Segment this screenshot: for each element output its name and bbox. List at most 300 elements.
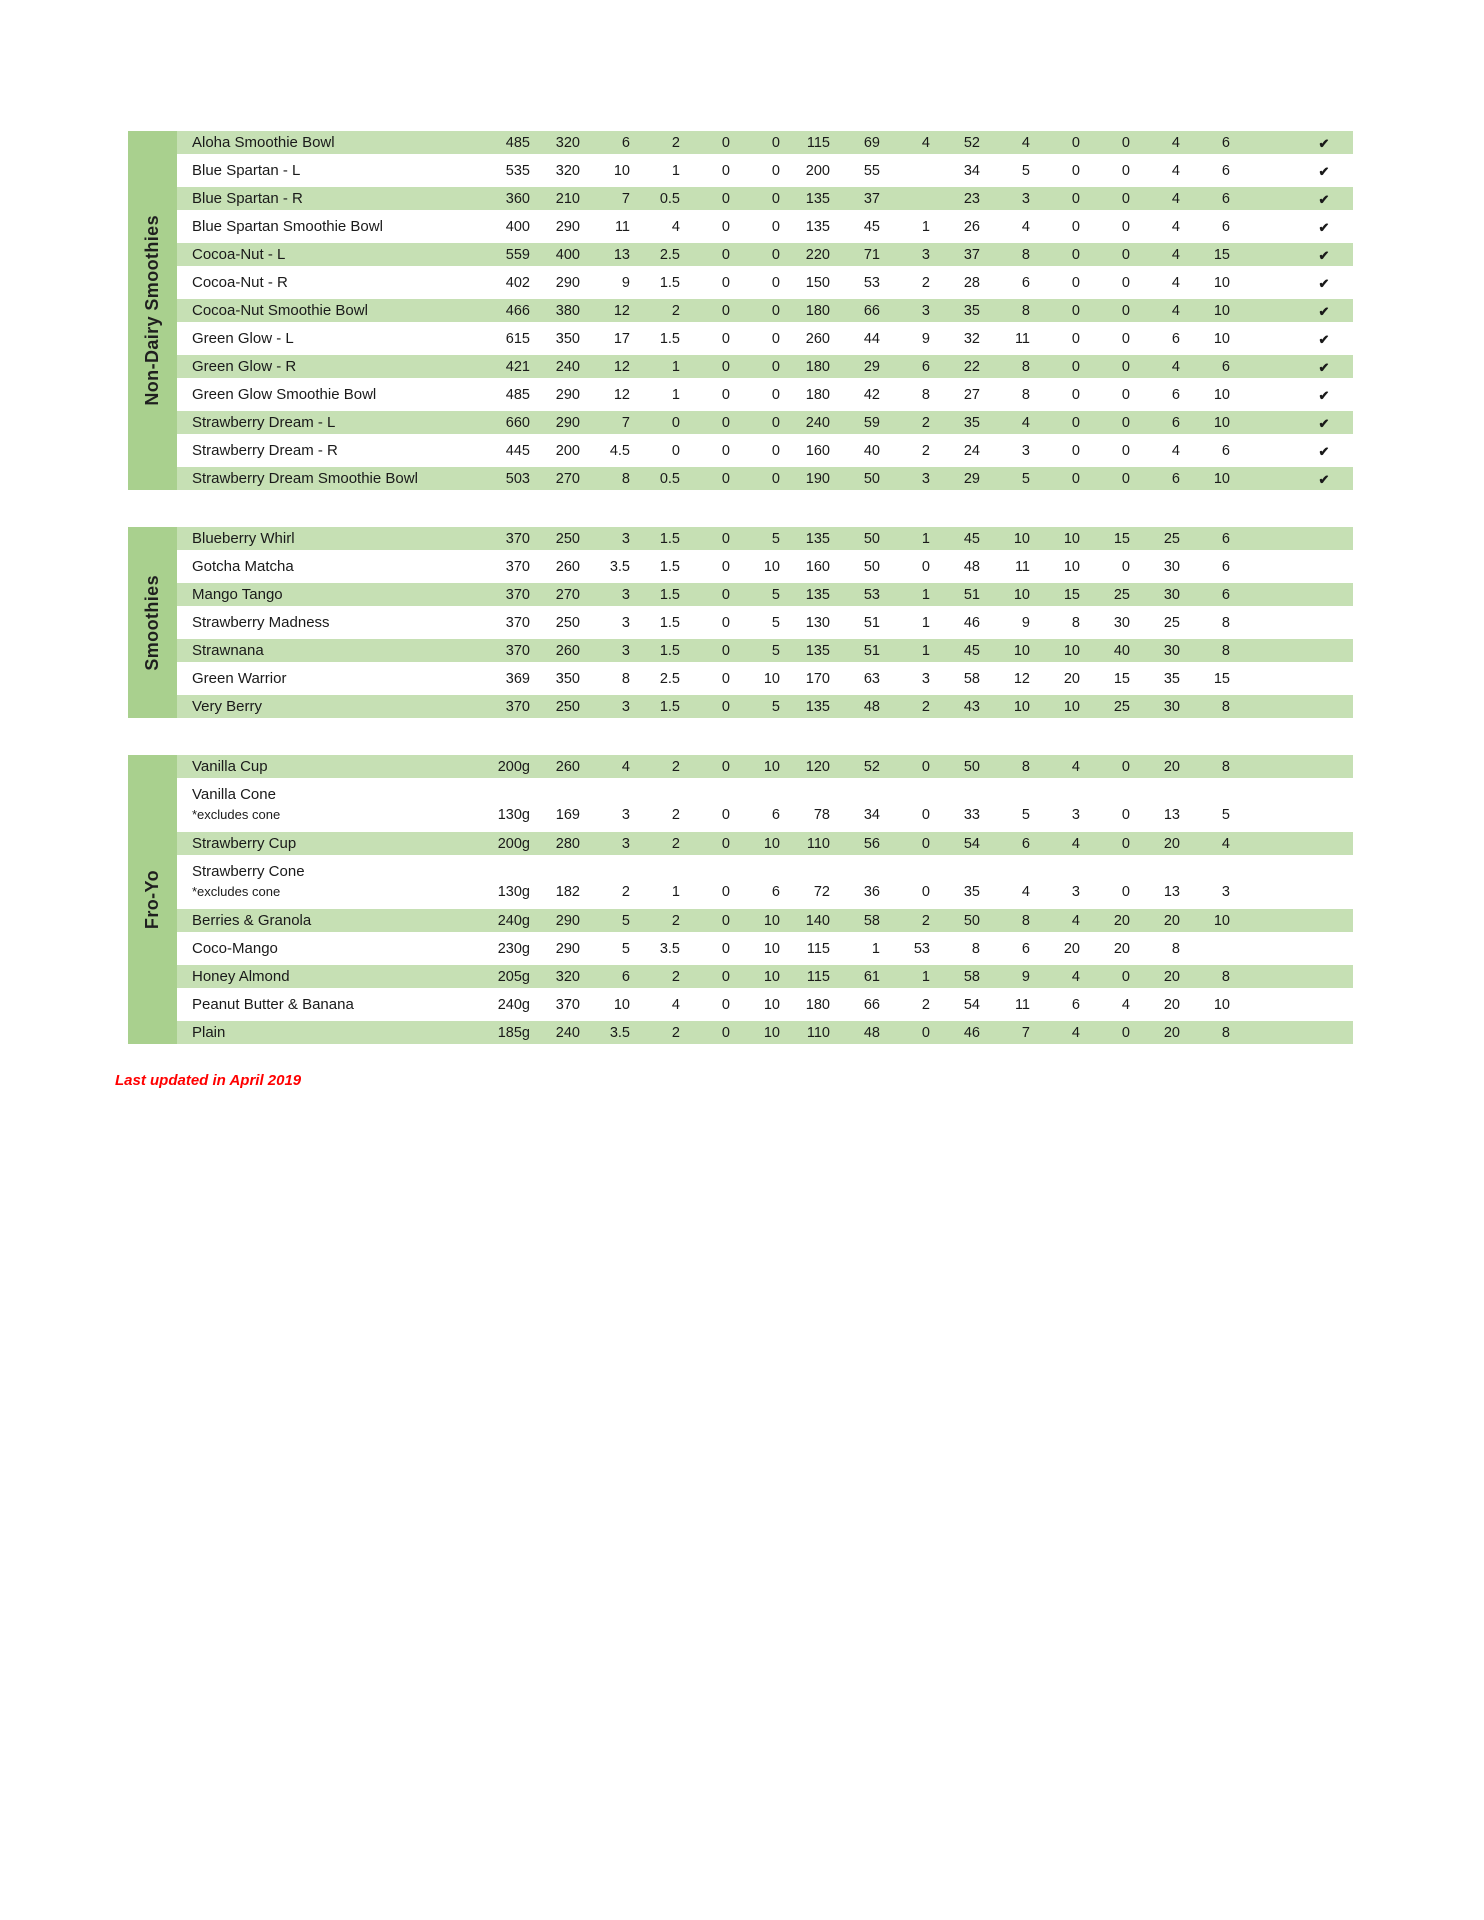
value-cell: 2.5: [659, 247, 680, 263]
value-cell: 8: [1221, 643, 1230, 659]
value-cell: 43: [963, 699, 980, 715]
table-row: [177, 327, 1353, 350]
value-cell: 10: [763, 969, 780, 985]
value-cell: 4: [1221, 836, 1230, 852]
value-cell: 135: [805, 219, 830, 235]
value-cell: 140: [805, 913, 830, 929]
value-cell: 120: [805, 759, 830, 775]
item-name: Strawberry Madness: [192, 614, 330, 631]
value-cell: 3: [621, 836, 630, 852]
section-label: Fro-Yo: [142, 869, 162, 930]
value-cell: 135: [805, 643, 830, 659]
value-cell: 8: [1221, 699, 1230, 715]
check-cell-empty: [1240, 667, 1353, 690]
item-name: Cocoa-Nut - L: [192, 246, 286, 263]
value-cell: 6: [771, 807, 780, 823]
value-cell: 51: [863, 643, 880, 659]
value-cell: 6: [1171, 471, 1180, 487]
item-name-cell: [177, 1021, 490, 1044]
value-cell: 4: [1171, 219, 1180, 235]
value-cell: 5: [771, 587, 780, 603]
value-cell: 0: [721, 587, 730, 603]
table-row: [177, 527, 1353, 550]
section-non-dairy-smoothies: [128, 131, 1353, 490]
value-cell: 6: [921, 359, 930, 375]
value-cell: 200: [805, 163, 830, 179]
value-cell: 3: [621, 807, 630, 823]
value-cell: 15: [1113, 531, 1130, 547]
value-cell: 0: [1121, 387, 1130, 403]
value-cell: 40: [863, 443, 880, 459]
value-cell: 250: [555, 699, 580, 715]
value-cell: 10: [1213, 303, 1230, 319]
value-cell: 53: [913, 941, 930, 957]
value-cell: 0: [771, 163, 780, 179]
value-cell: 8: [1021, 387, 1030, 403]
value-cell: 290: [555, 219, 580, 235]
value-cell: 350: [555, 671, 580, 687]
value-cell: 0: [1121, 759, 1130, 775]
value-cell: 52: [963, 135, 980, 151]
value-cell: 10: [763, 671, 780, 687]
value-cell: 10: [613, 163, 630, 179]
section-label: Smoothies: [142, 574, 162, 671]
value-cell: 54: [963, 997, 980, 1013]
item-name-cell: [177, 411, 490, 434]
value-cell: 0: [921, 759, 930, 775]
checkmark-icon: ✔: [1318, 472, 1330, 487]
value-cell: 20: [1063, 671, 1080, 687]
check-cell-empty: [1240, 860, 1353, 904]
check-cell-empty: [1240, 555, 1353, 578]
table-row: [177, 411, 1353, 434]
item-name: Blue Spartan Smoothie Bowl: [192, 218, 383, 235]
value-cell: 0: [721, 699, 730, 715]
value-cell: 135: [805, 699, 830, 715]
value-cell: 15: [1063, 587, 1080, 603]
value-cell: 7: [1021, 1025, 1030, 1041]
value-cell: 4: [1171, 359, 1180, 375]
value-cell: 0: [1121, 559, 1130, 575]
value-cell: 250: [555, 615, 580, 631]
value-cell: 280: [555, 836, 580, 852]
value-cell: 7: [621, 191, 630, 207]
value-cell: 48: [963, 559, 980, 575]
value-cell: 6: [1171, 415, 1180, 431]
value-cell: 130: [805, 615, 830, 631]
item-name: Strawberry Cone: [192, 863, 305, 880]
value-cell: [890, 159, 940, 182]
value-cell: 0: [721, 807, 730, 823]
value-cell: 270: [555, 471, 580, 487]
value-cell: 0.5: [659, 191, 680, 207]
value-cell: 2: [671, 836, 680, 852]
value-cell: 4: [621, 759, 630, 775]
value-cell: 0: [721, 303, 730, 319]
value-cell: 320: [555, 969, 580, 985]
value-cell: 1: [921, 219, 930, 235]
value-cell: 180: [805, 387, 830, 403]
value-cell: 370: [505, 643, 530, 659]
check-cell-empty: [1240, 755, 1353, 778]
value-cell: 66: [863, 303, 880, 319]
item-name-cell: [177, 299, 490, 322]
value-cell: 0: [721, 443, 730, 459]
value-cell: 40: [1113, 643, 1130, 659]
value-cell: 3: [621, 615, 630, 631]
value-cell: 0: [721, 969, 730, 985]
value-cell: 33: [963, 807, 980, 823]
value-cell: 27: [963, 387, 980, 403]
value-cell: 290: [555, 941, 580, 957]
table-row: [177, 159, 1353, 182]
item-name-cell: [177, 187, 490, 210]
value-cell: 11: [1014, 559, 1030, 575]
value-cell: 4: [1171, 191, 1180, 207]
value-cell: 50: [863, 471, 880, 487]
value-cell: 12: [613, 387, 630, 403]
value-cell: 0: [721, 559, 730, 575]
value-cell: 10: [763, 759, 780, 775]
value-cell: 4: [921, 135, 930, 151]
value-cell: 370: [505, 559, 530, 575]
value-cell: 445: [505, 443, 530, 459]
value-cell: 260: [555, 643, 580, 659]
value-cell: 400: [505, 219, 530, 235]
value-cell: 240: [555, 359, 580, 375]
item-name-cell: [177, 695, 490, 718]
value-cell: 0: [1071, 443, 1080, 459]
table-row: [177, 667, 1353, 690]
value-cell: 2: [671, 807, 680, 823]
table-row: [177, 611, 1353, 634]
value-cell: 200: [555, 443, 580, 459]
value-cell: 240g: [497, 913, 530, 929]
value-cell: 4.5: [609, 443, 630, 459]
value-cell: 10: [1213, 387, 1230, 403]
value-cell: 0: [1121, 359, 1130, 375]
value-cell: [890, 187, 940, 210]
value-cell: 3.5: [609, 1025, 630, 1041]
table-row: [177, 131, 1353, 154]
value-cell: 660: [505, 415, 530, 431]
check-cell-empty: [1240, 993, 1353, 1016]
section-label-column: [128, 755, 177, 1044]
checkmark-icon: ✔: [1318, 388, 1330, 403]
item-name-cell: [177, 439, 490, 462]
value-cell: 115: [806, 969, 830, 985]
item-name: Blue Spartan - R: [192, 190, 303, 207]
item-name: Peanut Butter & Banana: [192, 996, 354, 1013]
value-cell: 2: [671, 913, 680, 929]
table-row: [177, 639, 1353, 662]
checkmark-icon: ✔: [1318, 332, 1330, 347]
value-cell: 130g: [497, 807, 530, 823]
value-cell: 0: [721, 643, 730, 659]
value-cell: 35: [963, 415, 980, 431]
value-cell: 0: [771, 471, 780, 487]
value-cell: 4: [1171, 247, 1180, 263]
item-name: Berries & Granola: [192, 912, 312, 929]
value-cell: 260: [555, 559, 580, 575]
value-cell: 15: [1213, 247, 1230, 263]
table-row: [177, 299, 1353, 322]
value-cell: 0: [1071, 471, 1080, 487]
value-cell: 32: [963, 331, 980, 347]
value-cell: 3: [1071, 807, 1080, 823]
value-cell: 8: [1021, 913, 1030, 929]
item-name-cell: [177, 355, 490, 378]
value-cell: 8: [1021, 303, 1030, 319]
value-cell: 10: [763, 913, 780, 929]
value-cell: 12: [613, 303, 630, 319]
value-cell: 0: [1071, 359, 1080, 375]
value-cell: 59: [863, 415, 880, 431]
value-cell: 5: [771, 615, 780, 631]
value-cell: 320: [555, 135, 580, 151]
value-cell: 4: [1071, 969, 1080, 985]
check-cell-empty: [1240, 965, 1353, 988]
value-cell: 0: [1071, 163, 1080, 179]
value-cell: 50: [863, 559, 880, 575]
value-cell: 0: [771, 191, 780, 207]
value-cell: 380: [555, 303, 580, 319]
value-cell: 0: [1121, 1025, 1130, 1041]
value-cell: 20: [1063, 941, 1080, 957]
value-cell: 20: [1163, 913, 1180, 929]
table-row: [177, 439, 1353, 462]
value-cell: 46: [963, 615, 980, 631]
value-cell: 58: [963, 671, 980, 687]
value-cell: 135: [805, 531, 830, 547]
value-cell: 205g: [497, 969, 530, 985]
value-cell: 23: [963, 191, 980, 207]
value-cell: 0: [721, 615, 730, 631]
value-cell: 1.5: [659, 587, 680, 603]
value-cell: 370: [505, 615, 530, 631]
value-cell: 5: [1221, 807, 1230, 823]
value-cell: 0: [1121, 415, 1130, 431]
item-name: Gotcha Matcha: [192, 558, 294, 575]
item-name: Aloha Smoothie Bowl: [192, 134, 335, 151]
value-cell: 8: [1021, 359, 1030, 375]
table-row: [177, 909, 1353, 932]
value-cell: 4: [1071, 913, 1080, 929]
item-name-cell: [177, 611, 490, 634]
table-row: [177, 755, 1353, 778]
table-row: [177, 1021, 1353, 1044]
value-cell: 0: [721, 387, 730, 403]
value-cell: 3: [921, 247, 930, 263]
value-cell: 9: [921, 331, 930, 347]
value-cell: 0: [721, 941, 730, 957]
value-cell: 5: [771, 643, 780, 659]
value-cell: 0: [721, 191, 730, 207]
value-cell: 20: [1113, 913, 1130, 929]
value-cell: 10: [763, 941, 780, 957]
value-cell: 0: [1121, 807, 1130, 823]
value-cell: 0: [1121, 969, 1130, 985]
item-name: Cocoa-Nut Smoothie Bowl: [192, 302, 368, 319]
checkmark-icon: ✔: [1318, 192, 1330, 207]
item-name: Strawberry Dream - R: [192, 442, 338, 459]
value-cell: 12: [613, 359, 630, 375]
value-cell: 2: [671, 303, 680, 319]
value-cell: 9: [621, 275, 630, 291]
value-cell: 8: [1221, 759, 1230, 775]
value-cell: 6: [1171, 387, 1180, 403]
value-cell: 4: [1021, 219, 1030, 235]
value-cell: 1: [921, 643, 930, 659]
item-name: Green Warrior: [192, 670, 287, 687]
item-name: Mango Tango: [192, 586, 283, 603]
value-cell: 0: [1121, 471, 1130, 487]
value-cell: 0: [1071, 387, 1080, 403]
nutrition-table: [128, 131, 1353, 1081]
table-row: [177, 993, 1353, 1016]
table-row: [177, 555, 1353, 578]
item-name-cell: [177, 860, 490, 904]
value-cell: 1: [671, 387, 680, 403]
value-cell: 3.5: [659, 941, 680, 957]
value-cell: 6: [621, 969, 630, 985]
item-name: Green Glow Smoothie Bowl: [192, 386, 377, 403]
value-cell: 4: [671, 219, 680, 235]
value-cell: 290: [555, 387, 580, 403]
table-row: [177, 832, 1353, 855]
value-cell: 8: [621, 471, 630, 487]
last-updated-note: Last updated in April 2019: [115, 1072, 302, 1089]
check-cell-empty: [1240, 695, 1353, 718]
value-cell: 0: [771, 135, 780, 151]
value-cell: 0.5: [659, 471, 680, 487]
table-row: [177, 965, 1353, 988]
value-cell: 10: [1213, 415, 1230, 431]
value-cell: 2.5: [659, 671, 680, 687]
value-cell: 50: [963, 913, 980, 929]
value-cell: 150: [805, 275, 830, 291]
value-cell: 0: [671, 415, 680, 431]
value-cell: 290: [555, 913, 580, 929]
value-cell: 20: [1163, 1025, 1180, 1041]
check-cell-empty: [1240, 909, 1353, 932]
value-cell: 8: [621, 671, 630, 687]
value-cell: 0: [771, 247, 780, 263]
value-cell: 0: [1121, 884, 1130, 900]
value-cell: 36: [863, 884, 880, 900]
value-cell: 53: [863, 275, 880, 291]
item-name: Green Glow - L: [192, 330, 294, 347]
value-cell: 10: [1063, 531, 1080, 547]
value-cell: 0: [1071, 331, 1080, 347]
section-smoothies: [128, 527, 1353, 718]
value-cell: 5: [1021, 471, 1030, 487]
value-cell: 0: [721, 913, 730, 929]
value-cell: 0: [1121, 191, 1130, 207]
item-name: Strawberry Dream Smoothie Bowl: [192, 470, 418, 487]
value-cell: 6: [1221, 587, 1230, 603]
value-cell: 3: [621, 587, 630, 603]
value-cell: 4: [1121, 997, 1130, 1013]
value-cell: 370: [555, 997, 580, 1013]
value-cell: 54: [963, 836, 980, 852]
value-cell: 2: [921, 699, 930, 715]
item-name-cell: [177, 993, 490, 1016]
value-cell: 2: [921, 997, 930, 1013]
value-cell: 48: [863, 699, 880, 715]
value-cell: 0: [921, 807, 930, 823]
value-cell: 15: [1213, 671, 1230, 687]
value-cell: 2: [921, 415, 930, 431]
value-cell: 48: [863, 1025, 880, 1041]
check-cell-empty: [1240, 783, 1353, 827]
table-row: [177, 695, 1353, 718]
value-cell: 55: [863, 163, 880, 179]
value-cell: 51: [963, 587, 980, 603]
value-cell: 3: [1221, 884, 1230, 900]
item-name-cell: [177, 215, 490, 238]
item-name-cell: [177, 783, 490, 827]
value-cell: 72: [813, 884, 830, 900]
value-cell: 42: [863, 387, 880, 403]
value-cell: 25: [1113, 699, 1130, 715]
value-cell: 1.5: [659, 699, 680, 715]
value-cell: 0: [771, 331, 780, 347]
table-row: [177, 271, 1353, 294]
value-cell: 10: [1213, 997, 1230, 1013]
value-cell: 10: [763, 1025, 780, 1041]
value-cell: 5: [621, 941, 630, 957]
value-cell: 8: [921, 387, 930, 403]
section-fro-yo: [128, 755, 1353, 1044]
item-note: *excludes cone: [192, 884, 281, 899]
value-cell: 190: [805, 471, 830, 487]
value-cell: 0: [721, 415, 730, 431]
value-cell: 25: [1113, 587, 1130, 603]
value-cell: 1: [921, 531, 930, 547]
item-name-cell: [177, 555, 490, 578]
value-cell: 10: [1063, 559, 1080, 575]
value-cell: 6: [1221, 163, 1230, 179]
value-cell: 1.5: [659, 331, 680, 347]
value-cell: 0: [921, 559, 930, 575]
value-cell: 12: [1013, 671, 1030, 687]
value-cell: 0: [721, 247, 730, 263]
value-cell: 45: [963, 643, 980, 659]
value-cell: 503: [505, 471, 530, 487]
value-cell: 400: [555, 247, 580, 263]
section-label: Non-Dairy Smoothies: [142, 215, 162, 406]
value-cell: 240: [555, 1025, 580, 1041]
item-name: Blueberry Whirl: [192, 530, 295, 547]
value-cell: 0: [721, 135, 730, 151]
item-name-cell: [177, 755, 490, 778]
table-row: [177, 187, 1353, 210]
item-name-cell: [177, 909, 490, 932]
value-cell: 135: [805, 587, 830, 603]
item-name-cell: [177, 327, 490, 350]
value-cell: 0: [721, 531, 730, 547]
item-name-cell: [177, 467, 490, 490]
table-row: [177, 355, 1353, 378]
value-cell: 6: [1021, 836, 1030, 852]
value-cell: 0: [771, 303, 780, 319]
value-cell: 0: [771, 443, 780, 459]
value-cell: 1: [921, 969, 930, 985]
value-cell: 58: [963, 969, 980, 985]
value-cell: 0: [721, 1025, 730, 1041]
value-cell: 30: [1113, 615, 1130, 631]
